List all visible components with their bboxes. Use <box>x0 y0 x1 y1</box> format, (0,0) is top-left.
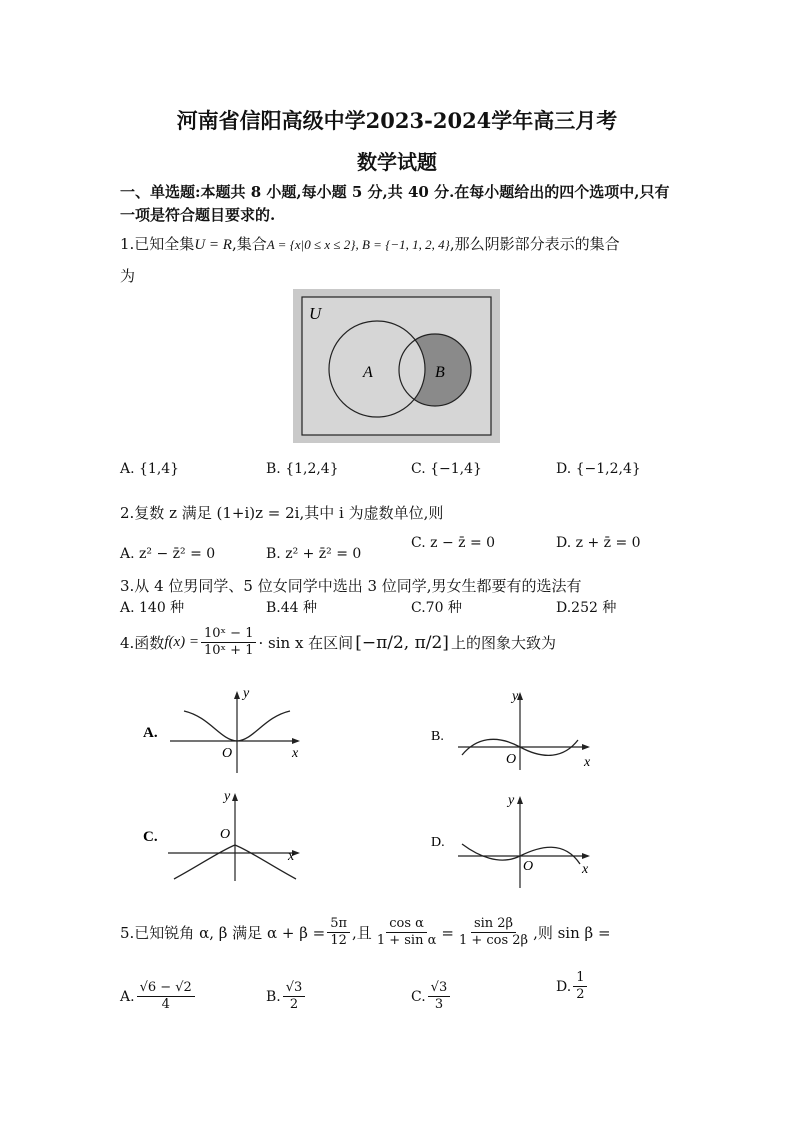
graph-a-x-arrow <box>292 738 300 744</box>
page-title: 河南省信阳高级中学2023-2024学年高三月考 <box>176 108 618 133</box>
graph-a-label: A. <box>143 725 158 741</box>
q5-left-den: 1 + sin α <box>376 933 437 948</box>
q3-option-d[interactable]: D.252 种 <box>556 600 617 616</box>
venn-label-u: U <box>309 304 322 323</box>
section-heading-line2: 一项是符合题目要求的. <box>120 206 276 224</box>
q5-left-fraction <box>374 916 440 949</box>
graph-b-x-arrow <box>582 744 590 750</box>
q3-option-c[interactable]: C.70 种 <box>411 600 462 616</box>
graph-d-x-label: x <box>582 862 589 877</box>
q4-suffix: 上的图象大致为 <box>450 634 556 652</box>
q5-sum-num: 5π <box>327 916 350 933</box>
q2-option-a[interactable]: A. z² − z̄² = 0 <box>120 546 216 562</box>
graph-a-y-label: y <box>243 686 250 701</box>
venn-label-b: B <box>435 364 445 381</box>
q3-option-a[interactable]: A. 140 种 <box>120 600 185 616</box>
q5-option-b[interactable] <box>266 980 307 1013</box>
q1-part-c: ,集合 <box>231 235 267 253</box>
q5-option-d-num: 1 <box>573 970 587 987</box>
q5-right-den: 1 + cos 2β <box>458 933 529 948</box>
q2-option-c[interactable]: C. z − z̄ = 0 <box>411 535 496 551</box>
venn-label-a: A <box>363 364 373 381</box>
question-2-text: 2.复数 z 满足 (1+i)z = 2i,其中 i 为虚数单位,则 <box>120 504 444 522</box>
q5-left-num: cos α <box>386 916 427 933</box>
question-5-text <box>120 916 611 949</box>
q5-sum-fraction <box>327 916 350 949</box>
q5-option-b-den: 2 <box>289 997 299 1012</box>
q5-mid: ,且 <box>352 924 372 942</box>
graph-d-x-arrow <box>582 853 590 859</box>
question-4-text <box>120 626 556 659</box>
q5-option-d-label: D. <box>556 978 572 995</box>
graph-b-origin-label: O <box>506 752 517 767</box>
graph-b-label: B. <box>431 729 444 744</box>
q5-option-c-num: √3 <box>428 980 451 997</box>
graph-c-origin-label: O <box>220 827 231 842</box>
q1-option-d[interactable]: D. {−1,2,4} <box>556 461 641 477</box>
q3-option-b[interactable]: B.44 种 <box>266 600 318 616</box>
q5-option-a[interactable] <box>120 980 197 1013</box>
q5-sum-den: 12 <box>330 933 347 948</box>
q5-prefix: 5.已知锐角 α, β 满足 α + β = <box>120 924 326 942</box>
q5-option-c-fraction <box>428 980 451 1013</box>
q5-equals: = <box>441 923 454 942</box>
q5-right-num: sin 2β <box>471 916 516 933</box>
q4-graph-d[interactable] <box>428 790 603 890</box>
q1-option-c[interactable]: C. {−1,4} <box>411 461 482 477</box>
venn-diagram <box>293 289 500 443</box>
graph-d-y-arrow <box>517 796 523 804</box>
q4-fraction <box>201 626 256 659</box>
q5-option-b-fraction <box>283 980 306 1013</box>
graph-b-x-label: x <box>584 755 591 770</box>
q1-option-a[interactable]: A. {1,4} <box>120 461 180 477</box>
q5-option-d-den: 2 <box>576 987 585 1002</box>
graph-b-y-label: y <box>512 689 519 704</box>
q5-option-a-num: √6 − √2 <box>137 980 195 997</box>
q2-option-b[interactable]: B. z² + z̄² = 0 <box>266 546 362 562</box>
q5-option-b-label: B. <box>266 988 281 1005</box>
q4-interval: [−π/2, π/2] <box>355 632 449 653</box>
q1-option-b[interactable]: B. {1,2,4} <box>266 461 339 477</box>
graph-d-label: D. <box>431 835 445 850</box>
q5-option-c-label: C. <box>411 988 426 1005</box>
q5-option-a-fraction <box>137 980 195 1013</box>
q5-option-c[interactable] <box>411 980 452 1013</box>
graph-a-x-label: x <box>292 746 299 761</box>
section-heading-line1: 一、单选题:本题共 8 小题,每小题 5 分,共 40 分.在每小题给出的四个选项中,只有 <box>120 183 670 201</box>
q4-denominator: 10ˣ + 1 <box>204 643 254 658</box>
graph-d-y-label: y <box>508 793 515 808</box>
q4-prefix: 4.函数 <box>120 634 165 652</box>
question-1-text <box>120 233 620 254</box>
q5-suffix: ,则 sin β = <box>533 924 611 942</box>
q1-part-e: ,那么阴影部分表示的集合 <box>449 235 620 253</box>
q4-graph-b[interactable] <box>428 688 603 773</box>
question-1-text-cont: 为 <box>120 267 136 285</box>
q5-option-d-fraction <box>573 970 587 1003</box>
question-3-text: 3.从 4 位男同学、5 位女同学中选出 3 位同学,男女生都要有的选法有 <box>120 577 582 595</box>
q1-universal-set: U = R <box>194 237 232 253</box>
q4-fx: f(x) = <box>164 634 199 650</box>
q5-option-b-num: √3 <box>283 980 306 997</box>
q4-mid: · sin x 在区间 <box>258 634 354 652</box>
graph-c-y-arrow <box>232 793 238 801</box>
graph-c-label: C. <box>143 829 158 845</box>
graph-d-curve <box>462 844 580 864</box>
q4-graph-c[interactable] <box>140 785 310 885</box>
q5-option-c-den: 3 <box>434 997 444 1012</box>
q5-option-d[interactable] <box>556 970 589 1003</box>
q5-right-fraction <box>456 916 531 949</box>
graph-c-y-label: y <box>224 789 231 804</box>
graph-c-x-label: x <box>288 849 295 864</box>
q1-part-a: 1.已知全集 <box>120 235 195 253</box>
q5-option-a-label: A. <box>120 988 135 1005</box>
graph-a-y-arrow <box>234 691 240 699</box>
q2-option-d[interactable]: D. z + z̄ = 0 <box>556 535 641 551</box>
q4-graph-a[interactable] <box>140 685 310 780</box>
venn-circle-a <box>329 321 425 417</box>
q1-sets: A = {x|0 ≤ x ≤ 2}, B = {−1, 1, 2, 4} <box>266 237 450 252</box>
graph-a-origin-label: O <box>222 746 233 761</box>
q5-option-a-den: 4 <box>161 997 170 1012</box>
page-subtitle: 数学试题 <box>357 150 437 174</box>
graph-d-origin-label: O <box>523 859 534 874</box>
q4-numerator: 10ˣ − 1 <box>201 626 256 643</box>
